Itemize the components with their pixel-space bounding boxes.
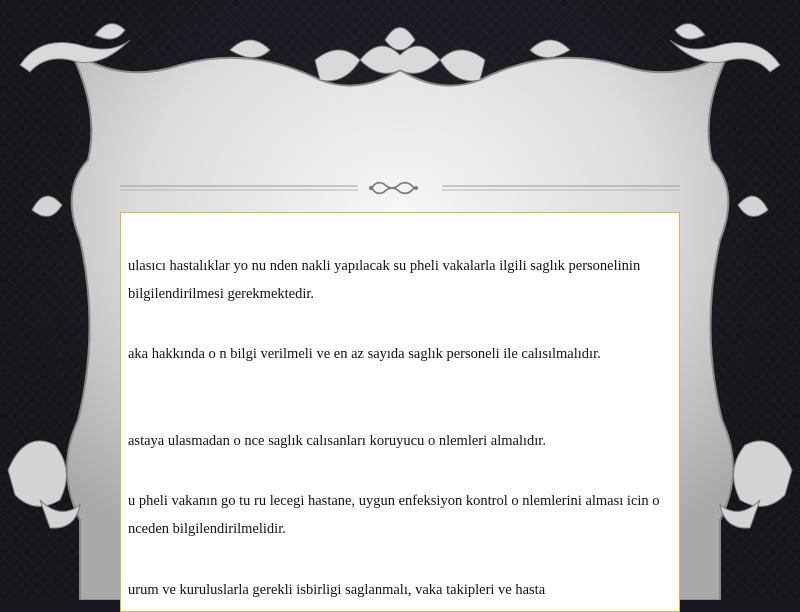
body-paragraph: ulasıcı hastalıklar yo nu nden nakli yapılacak su pheli vakalarla ilgili saglık personelinin bilgilendirilmesi gerekmektedir. [128,258,641,302]
body-paragraph: urum ve kuruluslarla gerekli isbirligi saglanmalı, vaka takipleri ve hasta [128,582,546,598]
content-box [120,212,680,612]
body-paragraph: astaya ulasmadan o nce saglık calısanları koruyucu o nlemleri almalıdır. [128,433,546,449]
body-paragraph: aka hakkında o n bilgi verilmeli ve en az sayıda saglık personeli ile calısılmalıdır. [128,346,601,362]
body-paragraph: u pheli vakanın go tu ru lecegi hastane, uygun enfeksiyon kontrol o nlemlerini alması icin o nceden bilgilendirilmelidir. [128,493,660,537]
